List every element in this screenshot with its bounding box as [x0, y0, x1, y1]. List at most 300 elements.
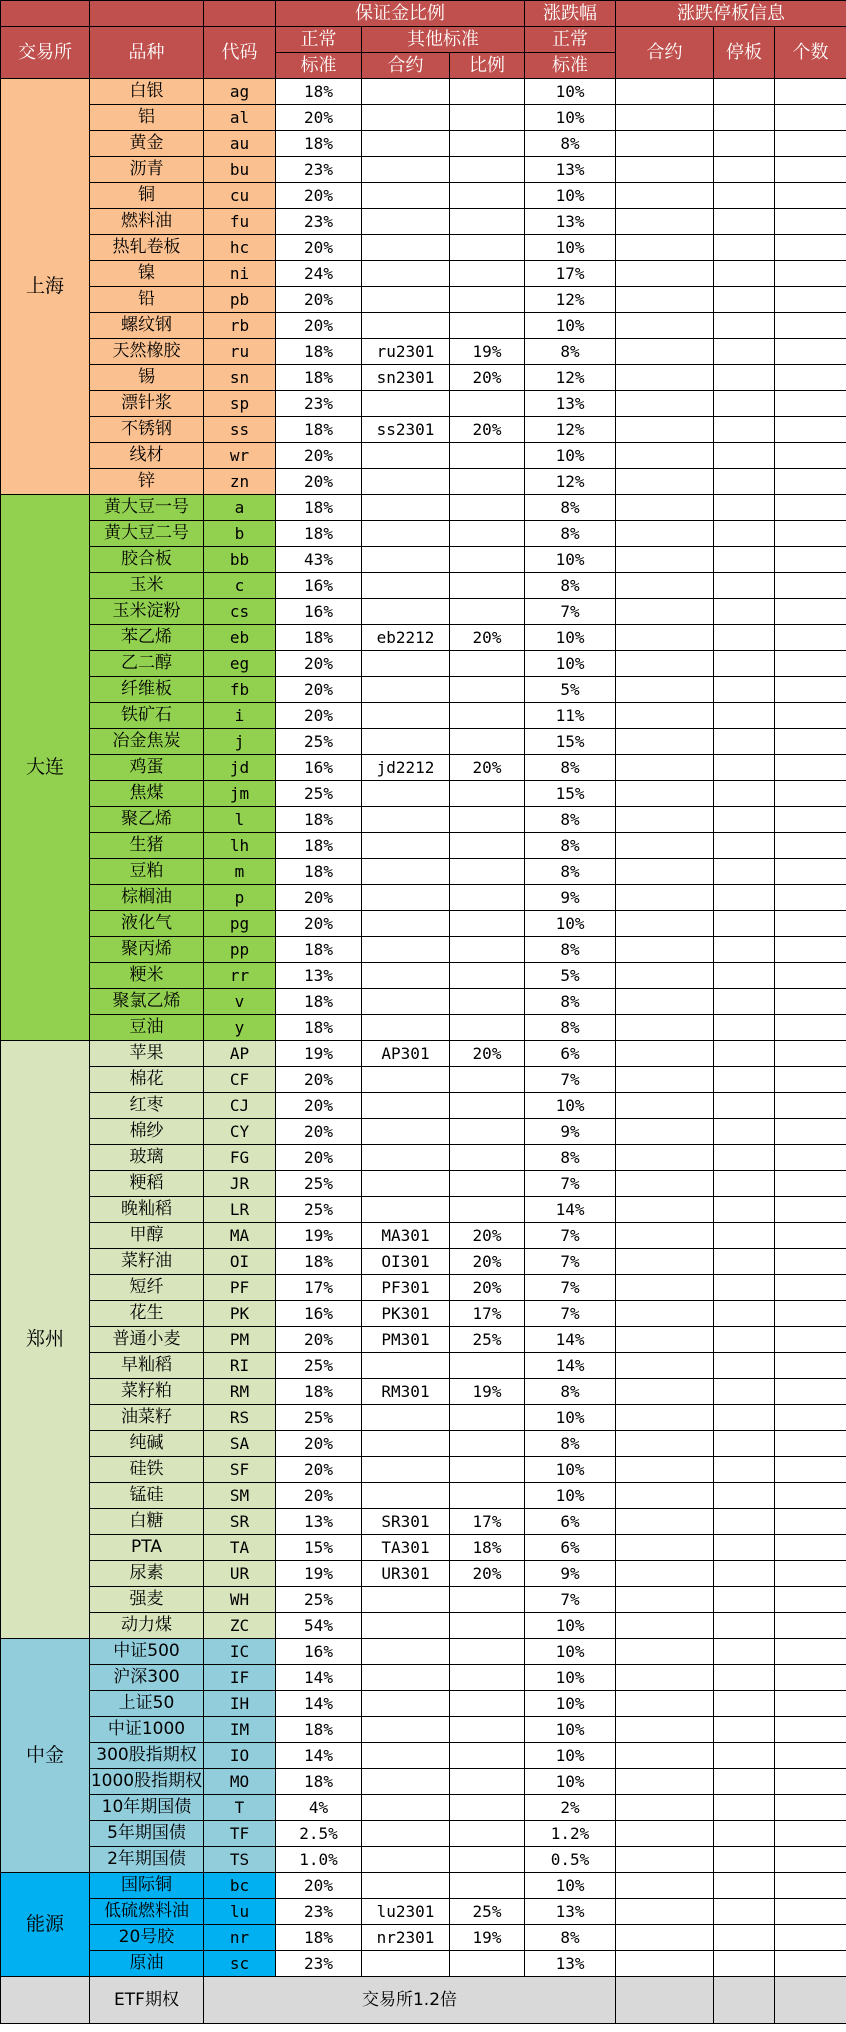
- table-row: [1, 1223, 846, 1249]
- limit-stop-cell: [714, 1301, 775, 1327]
- other-contract-cell: [362, 1119, 450, 1145]
- product-name-cell: 菜籽粕: [90, 1379, 204, 1405]
- limit-contract-cell: [616, 391, 714, 417]
- code-cell: pg: [204, 911, 276, 937]
- limit-standard-cell: 8%: [525, 1379, 616, 1405]
- table-row: [1, 1691, 846, 1717]
- product-name-cell: 苯乙烯: [90, 625, 204, 651]
- code-cell: m: [204, 859, 276, 885]
- limit-count-cell: [775, 105, 846, 131]
- limit-count-cell: [775, 1405, 846, 1431]
- limit-contract-cell: [616, 547, 714, 573]
- other-contract-cell: [362, 1431, 450, 1457]
- limit-stop-cell: [714, 1431, 775, 1457]
- margin-standard-cell: 20%: [276, 1067, 362, 1093]
- limit-contract-cell: [616, 1483, 714, 1509]
- limit-count-cell: [775, 391, 846, 417]
- other-ratio-cell: [450, 1769, 525, 1795]
- limit-standard-cell: 13%: [525, 209, 616, 235]
- code-cell: ag: [204, 79, 276, 105]
- limit-stop-cell: [714, 1561, 775, 1587]
- other-contract-cell: [362, 1613, 450, 1639]
- code-cell: wr: [204, 443, 276, 469]
- margin-standard-cell: 20%: [276, 287, 362, 313]
- limit-standard-cell: 10%: [525, 1457, 616, 1483]
- other-ratio-cell: 20%: [450, 417, 525, 443]
- table-row: [1, 521, 846, 547]
- exchange-cell: 上海: [1, 79, 90, 495]
- margin-standard-cell: 15%: [276, 1535, 362, 1561]
- product-name-cell: 铅: [90, 287, 204, 313]
- other-ratio-cell: [450, 1483, 525, 1509]
- other-ratio-cell: [450, 1691, 525, 1717]
- margin-standard-cell: 18%: [276, 625, 362, 651]
- limit-stop-cell: [714, 547, 775, 573]
- limit-stop-cell: [714, 833, 775, 859]
- limit-contract-cell: [616, 209, 714, 235]
- limit-count-cell: [775, 469, 846, 495]
- limit-count-cell: [775, 1561, 846, 1587]
- limit-standard-cell: 10%: [525, 235, 616, 261]
- margin-standard-cell: 14%: [276, 1743, 362, 1769]
- product-name-cell: 锌: [90, 469, 204, 495]
- margin-standard-cell: 25%: [276, 1171, 362, 1197]
- limit-count-cell: [775, 1899, 846, 1925]
- table-row: [1, 1613, 846, 1639]
- limit-stop-cell: [714, 885, 775, 911]
- footer-blank: [714, 1977, 775, 2024]
- other-contract-cell: [362, 573, 450, 599]
- other-ratio-cell: 25%: [450, 1327, 525, 1353]
- header-row-2: [1, 27, 846, 53]
- code-cell: p: [204, 885, 276, 911]
- header-standard: 标准: [276, 53, 362, 79]
- other-contract-cell: SR301: [362, 1509, 450, 1535]
- code-cell: sn: [204, 365, 276, 391]
- limit-contract-cell: [616, 1795, 714, 1821]
- limit-count-cell: [775, 1509, 846, 1535]
- product-name-cell: 棉花: [90, 1067, 204, 1093]
- limit-stop-cell: [714, 625, 775, 651]
- limit-contract-cell: [616, 729, 714, 755]
- limit-contract-cell: [616, 1041, 714, 1067]
- table-row: [1, 1873, 846, 1899]
- margin-standard-cell: 23%: [276, 391, 362, 417]
- limit-contract-cell: [616, 365, 714, 391]
- other-contract-cell: [362, 1145, 450, 1171]
- margin-standard-cell: 18%: [276, 521, 362, 547]
- limit-contract-cell: [616, 1899, 714, 1925]
- margin-standard-cell: 20%: [276, 469, 362, 495]
- other-ratio-cell: [450, 391, 525, 417]
- limit-contract-cell: [616, 1535, 714, 1561]
- other-ratio-cell: 20%: [450, 755, 525, 781]
- limit-contract-cell: [616, 105, 714, 131]
- limit-standard-cell: 15%: [525, 781, 616, 807]
- other-ratio-cell: [450, 573, 525, 599]
- limit-contract-cell: [616, 1275, 714, 1301]
- footer-blank: [1, 1977, 90, 2024]
- product-name-cell: 300股指期权: [90, 1743, 204, 1769]
- code-cell: CF: [204, 1067, 276, 1093]
- product-name-cell: 5年期国债: [90, 1821, 204, 1847]
- limit-count-cell: [775, 443, 846, 469]
- limit-standard-cell: 10%: [525, 1665, 616, 1691]
- table-row: [1, 1067, 846, 1093]
- product-name-cell: 早籼稻: [90, 1353, 204, 1379]
- other-ratio-cell: [450, 1743, 525, 1769]
- limit-count-cell: [775, 1769, 846, 1795]
- limit-standard-cell: 10%: [525, 625, 616, 651]
- limit-standard-cell: 8%: [525, 1015, 616, 1041]
- margin-standard-cell: 23%: [276, 1951, 362, 1977]
- limit-stop-cell: [714, 105, 775, 131]
- other-contract-cell: PF301: [362, 1275, 450, 1301]
- other-ratio-cell: [450, 833, 525, 859]
- limit-stop-cell: [714, 937, 775, 963]
- limit-standard-cell: 7%: [525, 1275, 616, 1301]
- limit-stop-cell: [714, 261, 775, 287]
- limit-standard-cell: 7%: [525, 1587, 616, 1613]
- margin-standard-cell: 18%: [276, 495, 362, 521]
- limit-contract-cell: [616, 495, 714, 521]
- other-ratio-cell: [450, 807, 525, 833]
- limit-count-cell: [775, 1717, 846, 1743]
- header-limit-standard: 标准: [525, 53, 616, 79]
- other-ratio-cell: 20%: [450, 625, 525, 651]
- margin-standard-cell: 20%: [276, 1145, 362, 1171]
- other-ratio-cell: 19%: [450, 1925, 525, 1951]
- limit-count-cell: [775, 833, 846, 859]
- other-contract-cell: TA301: [362, 1535, 450, 1561]
- margin-standard-cell: 20%: [276, 313, 362, 339]
- margin-standard-cell: 18%: [276, 417, 362, 443]
- header-blank: [204, 1, 276, 27]
- limit-count-cell: [775, 1951, 846, 1977]
- product-name-cell: 螺纹钢: [90, 313, 204, 339]
- table-row: [1, 677, 846, 703]
- other-ratio-cell: 20%: [450, 1249, 525, 1275]
- code-cell: TA: [204, 1535, 276, 1561]
- code-cell: LR: [204, 1197, 276, 1223]
- limit-stop-cell: [714, 963, 775, 989]
- limit-contract-cell: [616, 313, 714, 339]
- other-contract-cell: nr2301: [362, 1925, 450, 1951]
- limit-standard-cell: 8%: [525, 833, 616, 859]
- limit-contract-cell: [616, 625, 714, 651]
- other-ratio-cell: 20%: [450, 1041, 525, 1067]
- product-name-cell: 聚乙烯: [90, 807, 204, 833]
- footer-row: [1, 1977, 846, 2024]
- limit-standard-cell: 14%: [525, 1197, 616, 1223]
- code-cell: pp: [204, 937, 276, 963]
- table-row: [1, 1301, 846, 1327]
- other-contract-cell: [362, 1873, 450, 1899]
- code-cell: au: [204, 131, 276, 157]
- product-name-cell: 玻璃: [90, 1145, 204, 1171]
- header-code: 代码: [204, 27, 276, 79]
- limit-standard-cell: 13%: [525, 391, 616, 417]
- other-contract-cell: [362, 495, 450, 521]
- other-contract-cell: [362, 1353, 450, 1379]
- limit-stop-cell: [714, 911, 775, 937]
- margin-standard-cell: 1.0%: [276, 1847, 362, 1873]
- margin-standard-cell: 20%: [276, 1093, 362, 1119]
- other-ratio-cell: [450, 1951, 525, 1977]
- margin-standard-cell: 16%: [276, 599, 362, 625]
- other-contract-cell: [362, 1795, 450, 1821]
- code-cell: UR: [204, 1561, 276, 1587]
- product-name-cell: 天然橡胶: [90, 339, 204, 365]
- table-row: [1, 1665, 846, 1691]
- limit-count-cell: [775, 885, 846, 911]
- limit-count-cell: [775, 1223, 846, 1249]
- limit-stop-cell: [714, 1509, 775, 1535]
- limit-contract-cell: [616, 417, 714, 443]
- other-ratio-cell: [450, 781, 525, 807]
- limit-standard-cell: 17%: [525, 261, 616, 287]
- limit-standard-cell: 10%: [525, 651, 616, 677]
- other-ratio-cell: [450, 1613, 525, 1639]
- limit-standard-cell: 10%: [525, 1613, 616, 1639]
- product-name-cell: 国际铜: [90, 1873, 204, 1899]
- limit-count-cell: [775, 1327, 846, 1353]
- limit-stop-cell: [714, 1067, 775, 1093]
- product-name-cell: 胶合板: [90, 547, 204, 573]
- code-cell: lh: [204, 833, 276, 859]
- limit-standard-cell: 6%: [525, 1041, 616, 1067]
- margin-standard-cell: 18%: [276, 1925, 362, 1951]
- limit-standard-cell: 9%: [525, 1119, 616, 1145]
- limit-stop-cell: [714, 495, 775, 521]
- table-row: [1, 1353, 846, 1379]
- limit-stop-cell: [714, 729, 775, 755]
- table-row: [1, 1847, 846, 1873]
- product-name-cell: 黄大豆二号: [90, 521, 204, 547]
- limit-count-cell: [775, 651, 846, 677]
- other-ratio-cell: [450, 599, 525, 625]
- other-contract-cell: [362, 287, 450, 313]
- table-row: [1, 625, 846, 651]
- limit-count-cell: [775, 1483, 846, 1509]
- product-name-cell: 中证500: [90, 1639, 204, 1665]
- code-cell: IM: [204, 1717, 276, 1743]
- other-ratio-cell: [450, 1405, 525, 1431]
- limit-standard-cell: 0.5%: [525, 1847, 616, 1873]
- limit-contract-cell: [616, 1145, 714, 1171]
- limit-contract-cell: [616, 1743, 714, 1769]
- margin-standard-cell: 18%: [276, 833, 362, 859]
- table-row: [1, 79, 846, 105]
- limit-stop-cell: [714, 755, 775, 781]
- limit-count-cell: [775, 1353, 846, 1379]
- margin-standard-cell: 18%: [276, 1769, 362, 1795]
- other-contract-cell: [362, 963, 450, 989]
- other-contract-cell: [362, 859, 450, 885]
- limit-stop-cell: [714, 209, 775, 235]
- other-contract-cell: PK301: [362, 1301, 450, 1327]
- table-row: [1, 1015, 846, 1041]
- limit-count-cell: [775, 209, 846, 235]
- code-cell: RS: [204, 1405, 276, 1431]
- product-name-cell: 短纤: [90, 1275, 204, 1301]
- limit-standard-cell: 14%: [525, 1327, 616, 1353]
- limit-contract-cell: [616, 1353, 714, 1379]
- table-row: [1, 547, 846, 573]
- limit-count-cell: [775, 1821, 846, 1847]
- limit-count-cell: [775, 911, 846, 937]
- limit-count-cell: [775, 1145, 846, 1171]
- table-row: [1, 1769, 846, 1795]
- table-row: [1, 1821, 846, 1847]
- other-ratio-cell: [450, 677, 525, 703]
- limit-count-cell: [775, 495, 846, 521]
- footer-blank: [616, 1977, 714, 2024]
- limit-stop-cell: [714, 1873, 775, 1899]
- code-cell: hc: [204, 235, 276, 261]
- code-cell: sp: [204, 391, 276, 417]
- other-contract-cell: [362, 781, 450, 807]
- limit-count-cell: [775, 729, 846, 755]
- margin-standard-cell: 16%: [276, 1301, 362, 1327]
- other-contract-cell: [362, 599, 450, 625]
- limit-contract-cell: [616, 1067, 714, 1093]
- product-name-cell: 黄金: [90, 131, 204, 157]
- other-ratio-cell: [450, 1431, 525, 1457]
- other-ratio-cell: [450, 1873, 525, 1899]
- product-name-cell: 普通小麦: [90, 1327, 204, 1353]
- other-contract-cell: [362, 1093, 450, 1119]
- limit-count-cell: [775, 781, 846, 807]
- other-ratio-cell: [450, 547, 525, 573]
- limit-contract-cell: [616, 573, 714, 599]
- header-margin-group: 保证金比例: [276, 1, 525, 27]
- limit-standard-cell: 8%: [525, 573, 616, 599]
- limit-contract-cell: [616, 1119, 714, 1145]
- limit-contract-cell: [616, 833, 714, 859]
- limit-count-cell: [775, 1379, 846, 1405]
- other-ratio-cell: [450, 963, 525, 989]
- limit-contract-cell: [616, 1301, 714, 1327]
- code-cell: SM: [204, 1483, 276, 1509]
- other-contract-cell: sn2301: [362, 365, 450, 391]
- limit-standard-cell: 10%: [525, 183, 616, 209]
- limit-count-cell: [775, 183, 846, 209]
- table-row: [1, 755, 846, 781]
- limit-standard-cell: 8%: [525, 937, 616, 963]
- product-name-cell: 豆粕: [90, 859, 204, 885]
- product-name-cell: 晚籼稻: [90, 1197, 204, 1223]
- limit-standard-cell: 13%: [525, 1899, 616, 1925]
- limit-stop-cell: [714, 1795, 775, 1821]
- other-contract-cell: [362, 313, 450, 339]
- limit-contract-cell: [616, 703, 714, 729]
- limit-count-cell: [775, 1925, 846, 1951]
- other-contract-cell: [362, 1821, 450, 1847]
- table-row: [1, 1795, 846, 1821]
- limit-stop-cell: [714, 1353, 775, 1379]
- table-row: [1, 1041, 846, 1067]
- product-name-cell: 白糖: [90, 1509, 204, 1535]
- limit-standard-cell: 7%: [525, 1223, 616, 1249]
- footer-note: 交易所1.2倍: [204, 1977, 616, 2024]
- limit-stop-cell: [714, 443, 775, 469]
- margin-standard-cell: 20%: [276, 885, 362, 911]
- other-contract-cell: UR301: [362, 1561, 450, 1587]
- limit-contract-cell: [616, 1093, 714, 1119]
- table-row: [1, 1717, 846, 1743]
- limit-contract-cell: [616, 911, 714, 937]
- limit-contract-cell: [616, 963, 714, 989]
- table-row: [1, 1327, 846, 1353]
- other-ratio-cell: [450, 729, 525, 755]
- limit-stop-cell: [714, 1171, 775, 1197]
- table-row: [1, 1483, 846, 1509]
- header-limit-stop: 停板: [714, 27, 775, 79]
- margin-standard-cell: 18%: [276, 859, 362, 885]
- limit-standard-cell: 7%: [525, 1171, 616, 1197]
- product-name-cell: 锡: [90, 365, 204, 391]
- product-name-cell: 黄大豆一号: [90, 495, 204, 521]
- limit-stop-cell: [714, 521, 775, 547]
- other-contract-cell: [362, 989, 450, 1015]
- product-name-cell: 线材: [90, 443, 204, 469]
- limit-stop-cell: [714, 183, 775, 209]
- limit-contract-cell: [616, 1379, 714, 1405]
- limit-contract-cell: [616, 885, 714, 911]
- other-ratio-cell: 20%: [450, 1561, 525, 1587]
- other-contract-cell: AP301: [362, 1041, 450, 1067]
- other-contract-cell: [362, 703, 450, 729]
- exchange-cell: 能源: [1, 1873, 90, 1977]
- limit-stop-cell: [714, 651, 775, 677]
- other-ratio-cell: [450, 495, 525, 521]
- limit-standard-cell: 7%: [525, 1249, 616, 1275]
- table-row: [1, 1743, 846, 1769]
- limit-stop-cell: [714, 1275, 775, 1301]
- limit-contract-cell: [616, 989, 714, 1015]
- limit-stop-cell: [714, 417, 775, 443]
- other-contract-cell: [362, 833, 450, 859]
- code-cell: ZC: [204, 1613, 276, 1639]
- margin-standard-cell: 16%: [276, 755, 362, 781]
- limit-standard-cell: 8%: [525, 495, 616, 521]
- limit-stop-cell: [714, 1691, 775, 1717]
- product-name-cell: 强麦: [90, 1587, 204, 1613]
- limit-contract-cell: [616, 1717, 714, 1743]
- margin-standard-cell: 18%: [276, 131, 362, 157]
- code-cell: eg: [204, 651, 276, 677]
- other-ratio-cell: [450, 287, 525, 313]
- limit-contract-cell: [616, 1405, 714, 1431]
- other-contract-cell: [362, 235, 450, 261]
- margin-standard-cell: 20%: [276, 1327, 362, 1353]
- limit-count-cell: [775, 1067, 846, 1093]
- code-cell: rb: [204, 313, 276, 339]
- limit-stop-cell: [714, 677, 775, 703]
- code-cell: lu: [204, 1899, 276, 1925]
- margin-standard-cell: 25%: [276, 1405, 362, 1431]
- margin-standard-cell: 14%: [276, 1665, 362, 1691]
- margin-standard-cell: 23%: [276, 209, 362, 235]
- limit-standard-cell: 6%: [525, 1509, 616, 1535]
- limit-count-cell: [775, 1613, 846, 1639]
- table-row: [1, 1925, 846, 1951]
- limit-standard-cell: 6%: [525, 1535, 616, 1561]
- other-contract-cell: [362, 79, 450, 105]
- limit-standard-cell: 10%: [525, 1639, 616, 1665]
- limit-count-cell: [775, 521, 846, 547]
